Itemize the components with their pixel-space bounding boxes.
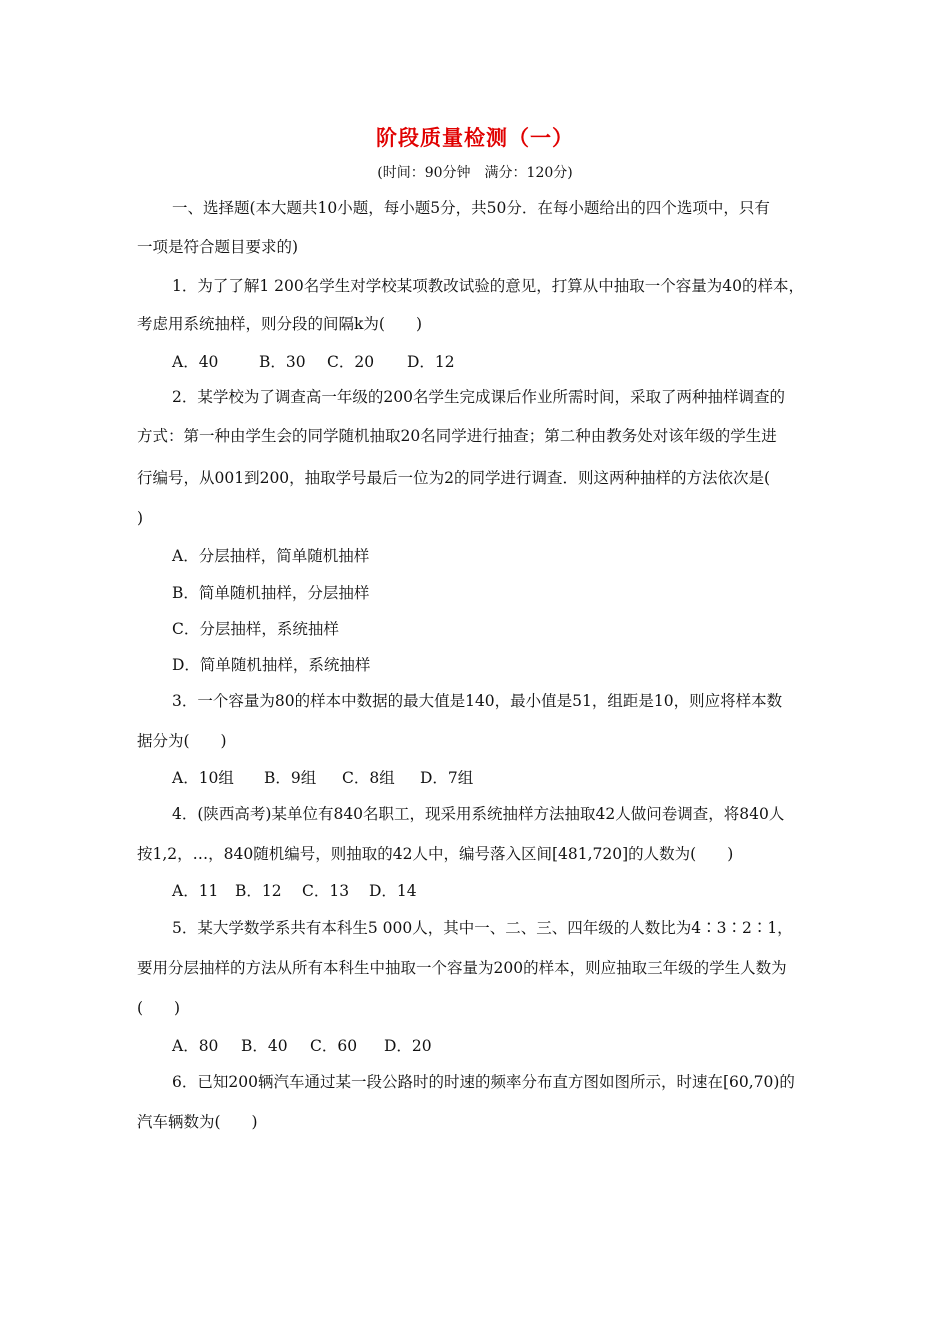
question-1-line-1: 1．为了了解1 200名学生对学校某项教改试验的意见，打算从中抽取一个容量为40的样本， (172, 277, 804, 295)
question-5-line-3: ( ) (137, 999, 181, 1017)
section-heading: 一、选择题(本大题共10小题，每小题5分，共50分．在每小题给出的四个选项中，只有 (172, 199, 770, 217)
exam-info: (时间：90分钟 满分：120分) (377, 165, 573, 181)
question-4-line-1: 4．(陕西高考)某单位有840名职工，现采用系统抽样方法抽取42人做问卷调查，将840人 (172, 805, 785, 823)
question-1-options (172, 352, 455, 372)
question-2-option-b: B．简单随机抽样，分层抽样 (172, 584, 370, 602)
question-5-line-2: 要用分层抽样的方法从所有本科生中抽取一个容量为200的样本，则应抽取三年级的学生人数为 (137, 959, 787, 977)
question-5-options (172, 1036, 432, 1056)
option-d: D．7组 (420, 769, 474, 787)
question-3-line-1: 3．一个容量为80的样本中数据的最大值是140，最小值是51，组距是10，则应将样本数 (172, 692, 783, 710)
question-2-line-2: 方式：第一种由学生会的同学随机抽取20名同学进行抽查；第二种由教务处对该年级的学生进 (137, 427, 777, 445)
option-c: C．20 (327, 353, 375, 371)
option-b: B．12 (235, 882, 282, 900)
option-d: D．14 (369, 882, 417, 900)
option-b: B．9组 (264, 769, 317, 787)
question-4-options (172, 881, 417, 901)
question-2-option-c: C．分层抽样，系统抽样 (172, 620, 339, 638)
question-6-line-2: 汽车辆数为( ) (137, 1113, 258, 1131)
question-3-line-2: 据分为( ) (137, 732, 227, 750)
option-a: A．11 (172, 882, 219, 900)
option-d: D．12 (407, 353, 455, 371)
option-d: D．20 (384, 1037, 432, 1055)
option-a: A．80 (172, 1037, 219, 1055)
question-1-line-2: 考虑用系统抽样，则分段的间隔k为( ) (137, 315, 422, 333)
question-2-line-4: ) (137, 509, 144, 527)
question-4-line-2: 按1,2，…，840随机编号，则抽取的42人中，编号落入区间[481,720]的人数为( ) (137, 845, 734, 863)
question-2-option-d: D．简单随机抽样，系统抽样 (172, 656, 371, 674)
section-heading-cont: 一项是符合题目要求的) (137, 238, 299, 256)
question-2-line-3: 行编号，从001到200，抽取学号最后一位为2的同学进行调查．则这两种抽样的方法依次是( (137, 469, 771, 487)
question-6-line-1: 6．已知200辆汽车通过某一段公路时的时速的频率分布直方图如图所示，时速在[60,70)的 (172, 1073, 795, 1091)
option-b: B．30 (259, 353, 306, 371)
option-a: A．10组 (172, 769, 234, 787)
option-a: A．40 (172, 353, 219, 371)
option-c: C．60 (310, 1037, 358, 1055)
page-title: 阶段质量检测（一） (376, 125, 574, 150)
question-3-options (172, 768, 473, 788)
question-5-line-1: 5．某大学数学系共有本科生5 000人，其中一、二、三、四年级的人数比为4∶3∶2∶1， (172, 919, 793, 937)
question-2-option-a: A．分层抽样，简单随机抽样 (172, 547, 370, 565)
option-c: C．8组 (342, 769, 395, 787)
option-b: B．40 (241, 1037, 288, 1055)
question-2-line-1: 2．某学校为了调查高一年级的200名学生完成课后作业所需时间，采取了两种抽样调查的 (172, 388, 785, 406)
option-c: C．13 (302, 882, 350, 900)
